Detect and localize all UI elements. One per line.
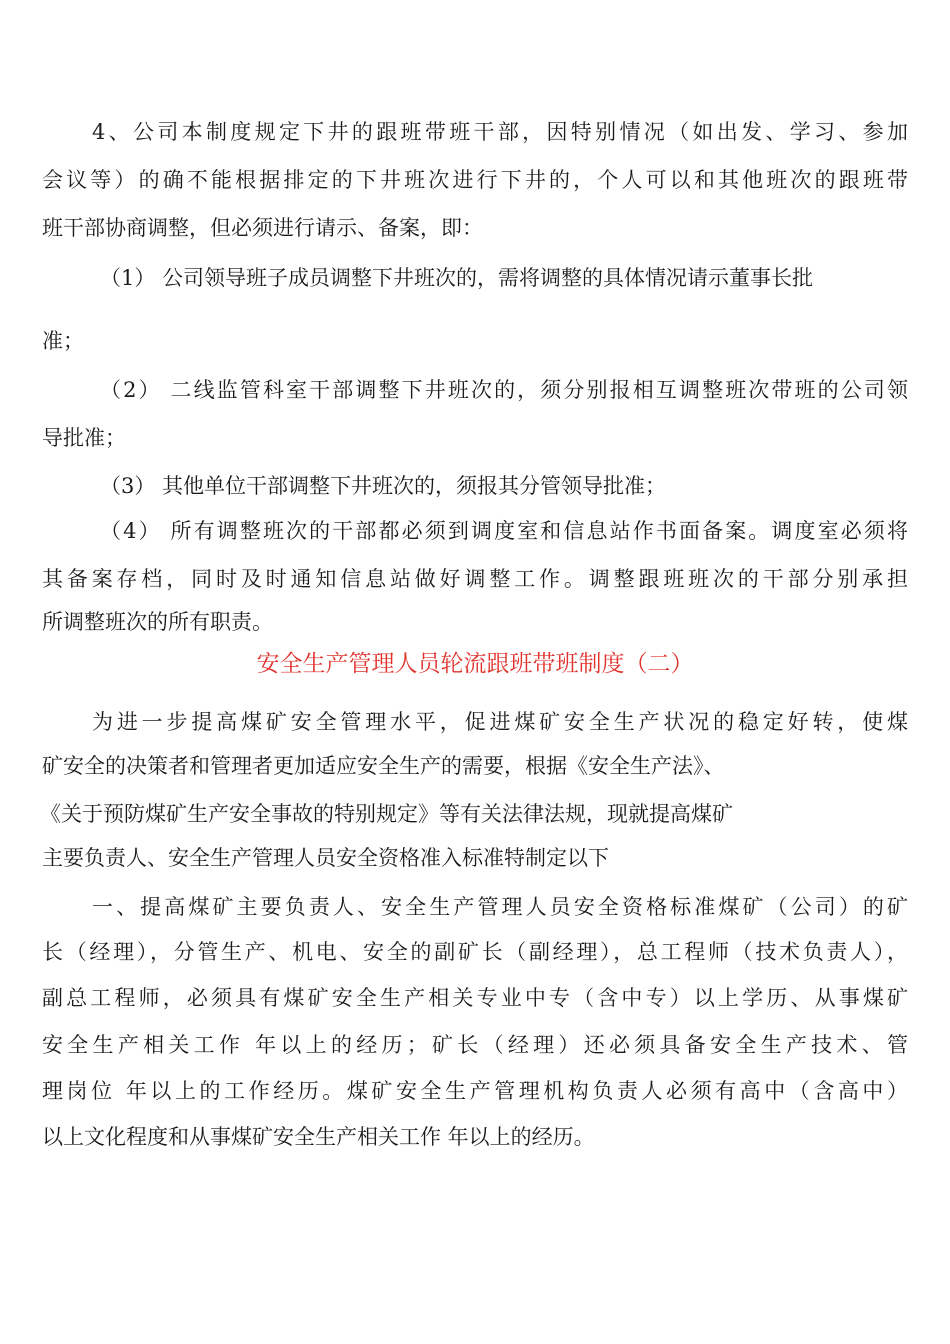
paragraph-line: 理岗位 年以上的工作经历。煤矿安全生产管理机构负责人必须有高中（含高中） (42, 1079, 908, 1103)
paragraph-line: 会议等）的确不能根据排定的下井班次进行下井的，个人可以和其他班次的跟班带 (42, 168, 908, 192)
paragraph-line: 矿安全的决策者和管理者更加适应安全生产的需要，根据《安全生产法》、 (42, 754, 725, 778)
list-item-line: （1） 公司领导班子成员调整下井班次的，需将调整的具体情况请示董事长批 (100, 266, 814, 290)
paragraph-line: 长（经理），分管生产、机电、安全的副矿长（副经理），总工程师（技术负责人）， (42, 940, 908, 964)
list-item-line: 准； (42, 329, 84, 353)
list-item-line: （3） 其他单位干部调整下井班次的，须报其分管领导批准； (100, 474, 667, 498)
list-item-line: （4） 所有调整班次的干部都必须到调度室和信息站作书面备案。调度室必须将 (100, 519, 908, 543)
paragraph-line: 班干部协商调整，但必须进行请示、备案，即： (42, 216, 483, 240)
list-item-line: 导批准； (42, 426, 126, 450)
paragraph-line: 为进一步提高煤矿安全管理水平，促进煤矿安全生产状况的稳定好转，使煤 (92, 710, 908, 734)
section-title: 安全生产管理人员轮流跟班带班制度（二） (256, 651, 694, 677)
paragraph-line: 主要负责人、安全生产管理人员安全资格准入标准特制定以下 (42, 846, 609, 870)
paragraph-line: 副总工程师，必须具有煤矿安全生产相关专业中专（含中专）以上学历、从事煤矿 (42, 986, 908, 1010)
paragraph-line: 安全生产相关工作 年以上的经历；矿长（经理）还必须具备安全生产技术、管 (42, 1033, 908, 1057)
paragraph-line: 一、提高煤矿主要负责人、安全生产管理人员安全资格标准煤矿（公司）的矿 (92, 895, 908, 919)
list-item-line: （2） 二线监管科室干部调整下井班次的，须分别报相互调整班次带班的公司领 (100, 378, 908, 402)
paragraph-line: 4、公司本制度规定下井的跟班带班干部，因特别情况（如出发、学习、参加 (92, 120, 908, 144)
paragraph-line: 以上文化程度和从事煤矿安全生产相关工作 年以上的经历。 (42, 1125, 595, 1149)
list-item-line: 所调整班次的所有职责。 (42, 610, 273, 634)
paragraph-line: 《关于预防煤矿生产安全事故的特别规定》等有关法律法规，现就提高煤矿 (40, 802, 733, 826)
list-item-line: 其备案存档，同时及时通知信息站做好调整工作。调整跟班班次的干部分别承担 (42, 567, 908, 591)
